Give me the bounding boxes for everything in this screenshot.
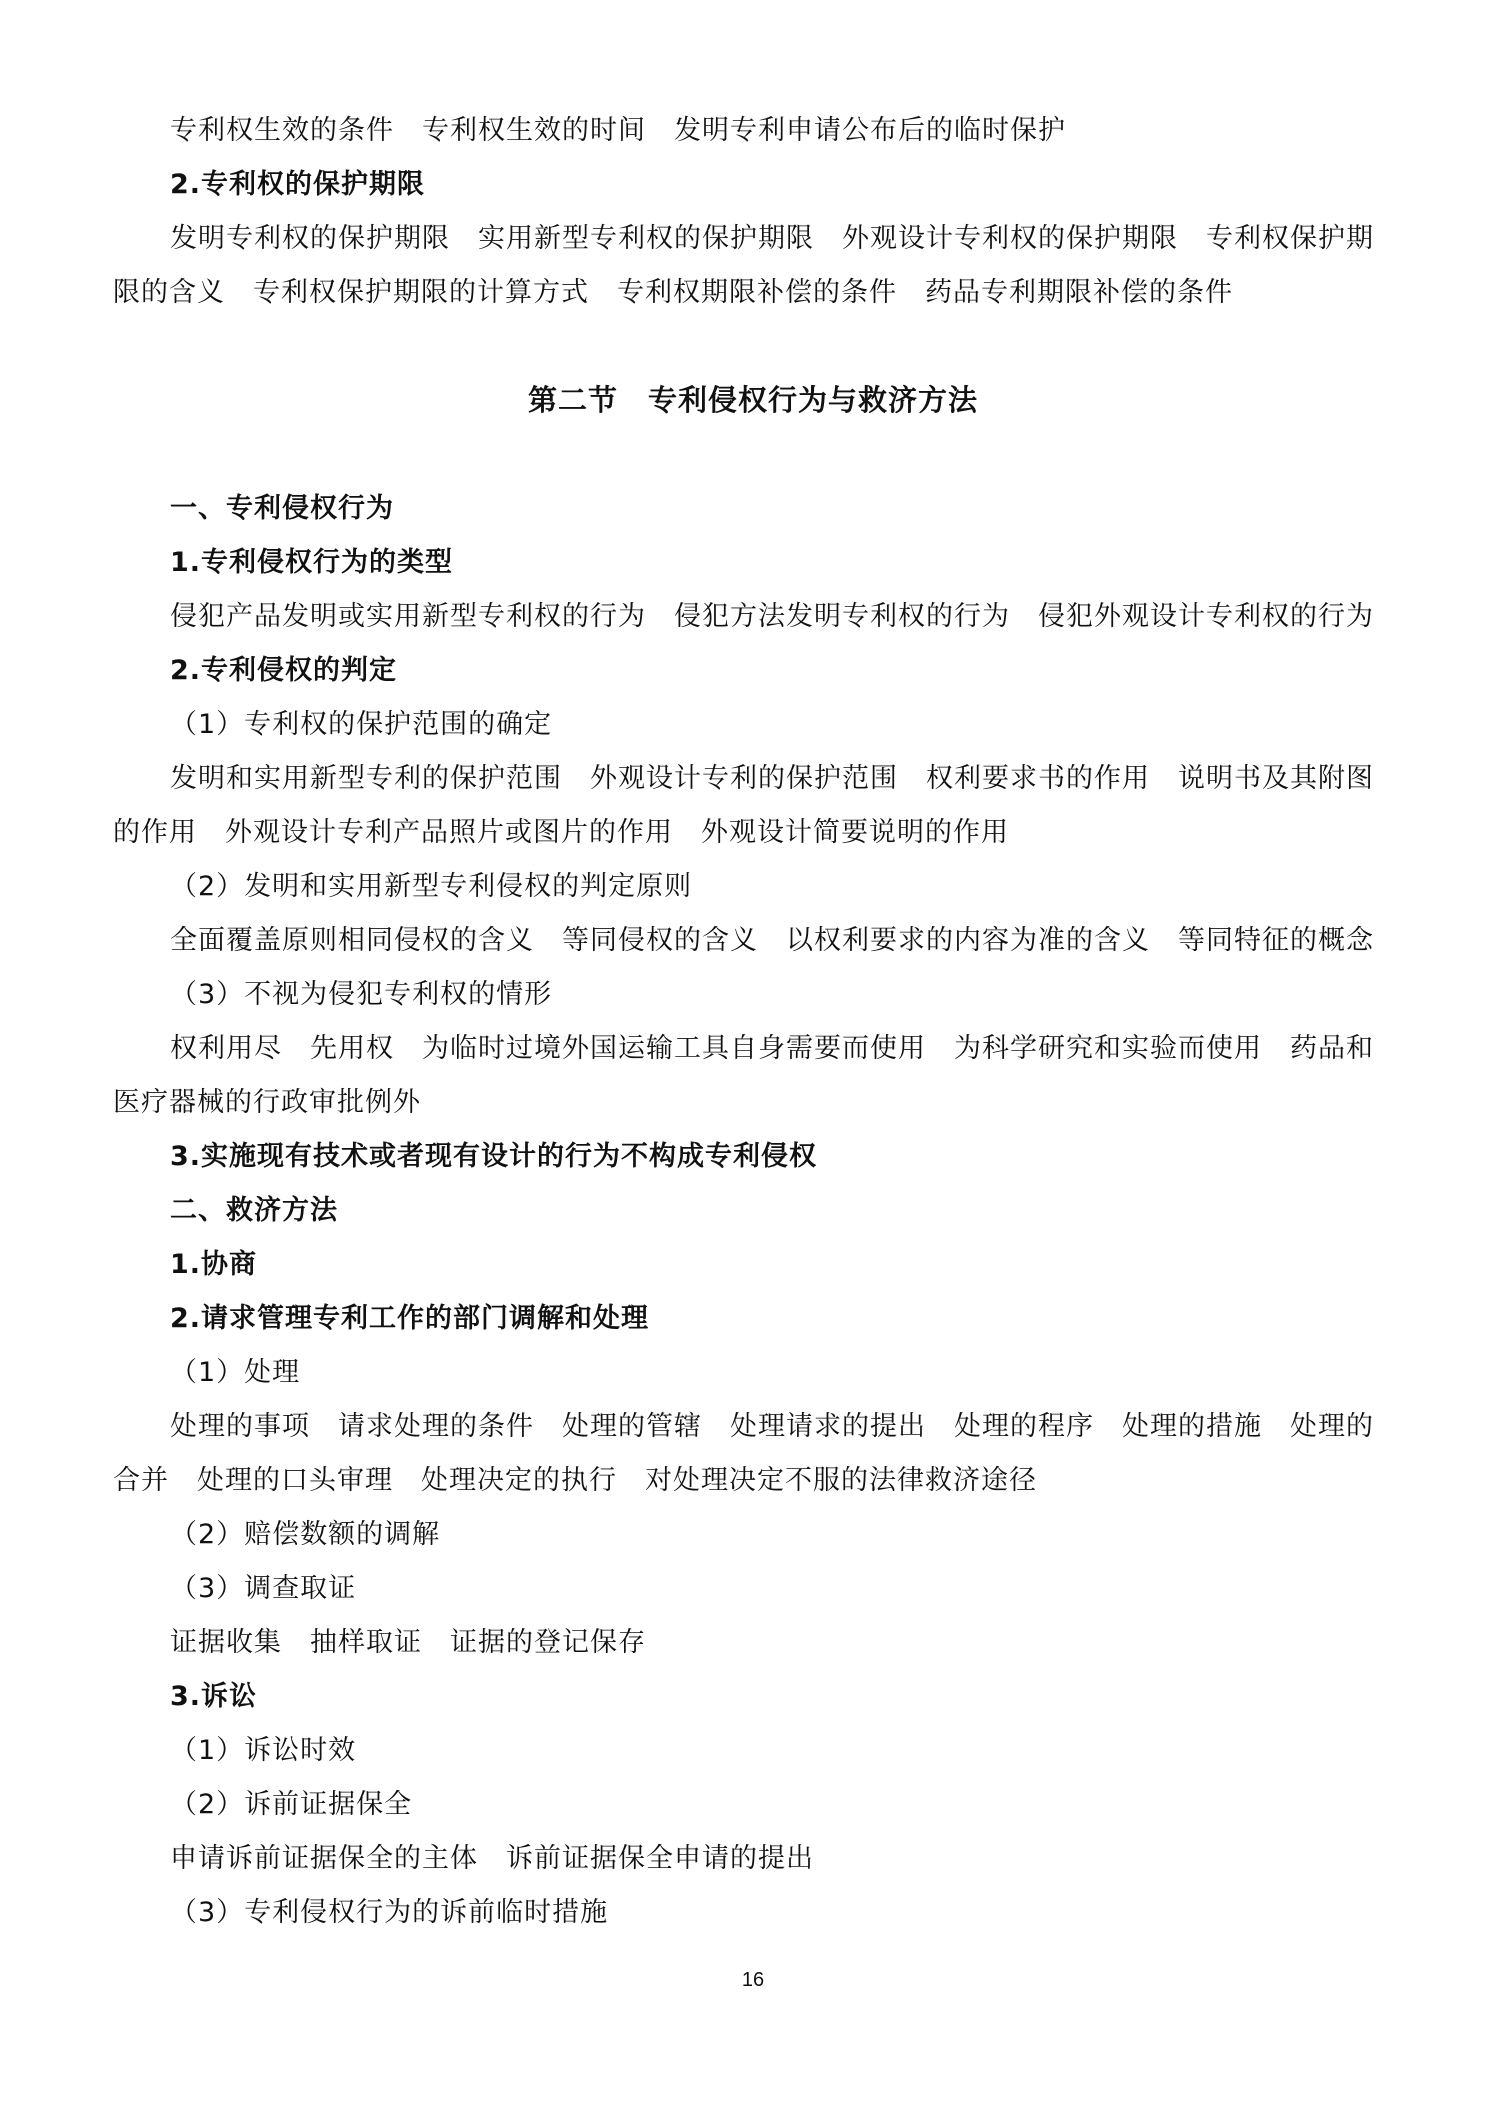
sub-item: （2）发明和实用新型专利侵权的判定原则 <box>170 871 693 902</box>
text-line: 处理的事项 请求处理的条件 处理的管辖 处理请求的提出 处理的程序 处理的措施 处理的 <box>170 1411 1374 1442</box>
sub-item: （2）诉前证据保全 <box>170 1789 413 1820</box>
sub-item: （3）不视为侵犯专利权的情形 <box>170 979 553 1010</box>
heading: 一、专利侵权行为 <box>170 493 394 524</box>
text-line-continued: 限的含义 专利权保护期限的计算方式 专利权期限补偿的条件 药品专利期限补偿的条件 <box>113 277 1233 308</box>
text-line: 专利权生效的条件 专利权生效的时间 发明专利申请公布后的临时保护 <box>170 115 1066 146</box>
text-line: 申请诉前证据保全的主体 诉前证据保全申请的提出 <box>170 1843 814 1874</box>
text-line: 侵犯产品发明或实用新型专利权的行为 侵犯方法发明专利权的行为 侵犯外观设计专利权的行为 <box>170 601 1374 632</box>
text-line-continued: 的作用 外观设计专利产品照片或图片的作用 外观设计简要说明的作用 <box>113 817 1009 848</box>
page-number: 16 <box>741 1969 765 1991</box>
subheading: 2.请求管理专利工作的部门调解和处理 <box>170 1303 650 1334</box>
text-line-continued: 合并 处理的口头审理 处理决定的执行 对处理决定不服的法律救济途径 <box>113 1465 1037 1496</box>
subheading: 1.专利侵权行为的类型 <box>170 547 454 578</box>
section-title: 第二节 专利侵权行为与救济方法 <box>527 383 978 417</box>
text-line: 全面覆盖原则相同侵权的含义 等同侵权的含义 以权利要求的内容为准的含义 等同特征的概念 <box>170 925 1374 956</box>
sub-item: （1）专利权的保护范围的确定 <box>170 709 553 740</box>
subheading: 3.诉讼 <box>170 1681 258 1712</box>
text-line: 发明专利权的保护期限 实用新型专利权的保护期限 外观设计专利权的保护期限 专利权保护期 <box>170 223 1374 254</box>
subheading: 2.专利侵权的判定 <box>170 655 398 686</box>
sub-item: （3）专利侵权行为的诉前临时措施 <box>170 1897 609 1928</box>
text-line: 证据收集 抽样取证 证据的登记保存 <box>170 1627 646 1658</box>
subheading: 3.实施现有技术或者现有设计的行为不构成专利侵权 <box>170 1141 818 1172</box>
text-line: 权利用尽 先用权 为临时过境外国运输工具自身需要而使用 为科学研究和实验而使用 药品和 <box>170 1033 1374 1064</box>
sub-item: （3）调查取证 <box>170 1573 357 1604</box>
text-line-continued: 医疗器械的行政审批例外 <box>113 1087 421 1118</box>
text-line: 发明和实用新型专利的保护范围 外观设计专利的保护范围 权利要求书的作用 说明书及其附图 <box>170 763 1374 794</box>
sub-item: （2）赔偿数额的调解 <box>170 1519 441 1550</box>
subheading: 2.专利权的保护期限 <box>170 169 426 200</box>
heading: 二、救济方法 <box>170 1195 338 1226</box>
subheading: 1.协商 <box>170 1249 258 1280</box>
sub-item: （1）处理 <box>170 1357 301 1388</box>
sub-item: （1）诉讼时效 <box>170 1735 357 1766</box>
